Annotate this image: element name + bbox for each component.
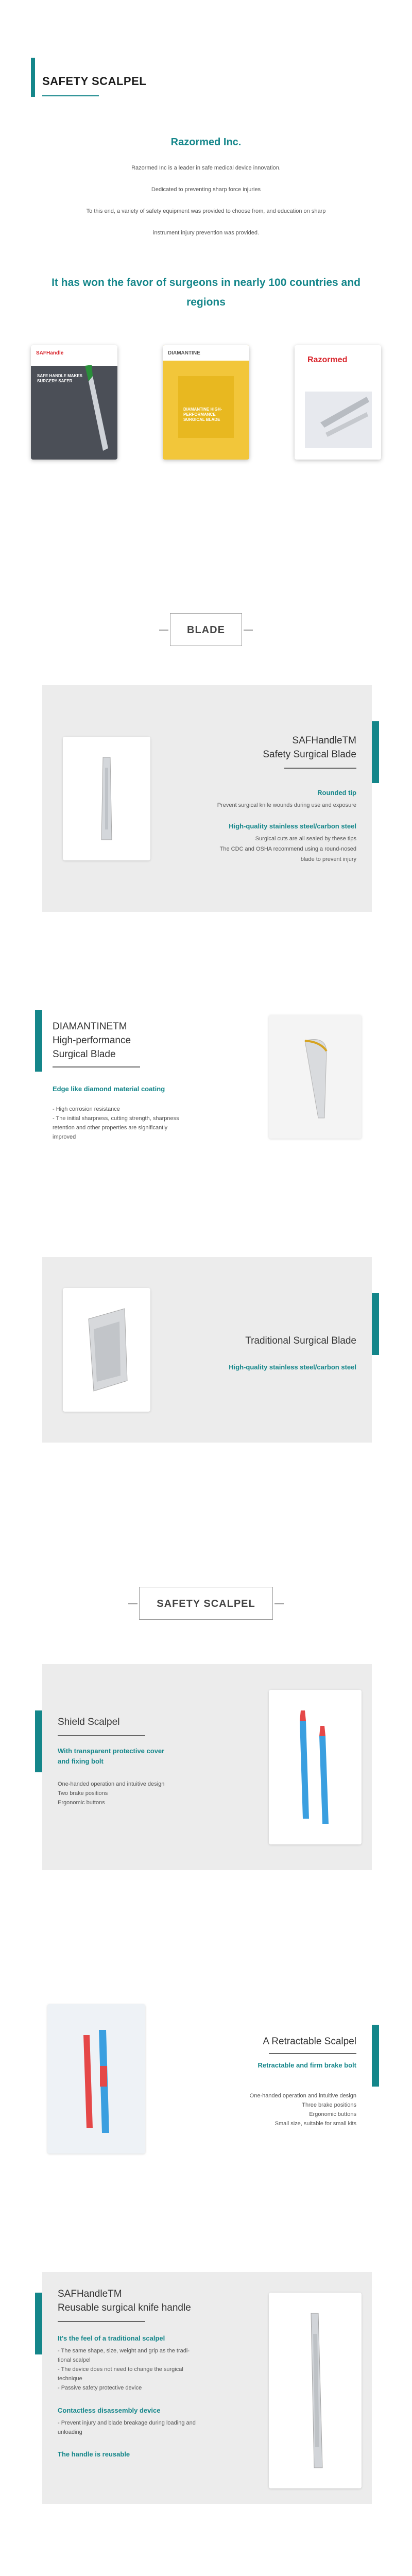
hero-underline (42, 95, 99, 96)
blade-image (63, 737, 150, 860)
product-image-card (63, 737, 150, 860)
feature-text: blade to prevent injury (300, 856, 356, 862)
company-headline: It has won the favor of surgeons in nearly 100 countries and regions (52, 277, 360, 308)
panel-accent-tab (35, 1010, 42, 1072)
feature-heading: Retractable and firm brake bolt (258, 2061, 356, 2069)
catalog-logo: Razormed (307, 355, 348, 364)
scalpel-image (269, 1690, 362, 1844)
feature-heading: Contactless disassembly device (58, 2406, 161, 2414)
panel-accent-tab (35, 2293, 42, 2354)
feature-heading: and fixing bolt (58, 1757, 104, 1765)
panel-retractable-scalpel (42, 1978, 372, 2184)
feature-text: - The initial sharpness, cutting strength, sharpness (53, 1115, 179, 1122)
feature-heading: Edge like diamond material coating (53, 1085, 165, 1093)
feature-heading: High-quality stainless steel/carbon steel (229, 1363, 356, 1371)
product-title: A Retractable Scalpel (263, 2036, 356, 2047)
company-paragraph: Razormed Inc is a leader in safe medical device innovation. (131, 165, 281, 171)
product-title: SAFHandleTM (58, 2289, 122, 2299)
section-heading-blade: BLADE (170, 613, 242, 646)
feature-text: The CDC and OSHA recommend using a round-nosed (219, 846, 356, 852)
blade-image (269, 1015, 362, 1139)
title-underline (58, 1735, 145, 1736)
product-title: Shield Scalpel (58, 1717, 120, 1727)
hero-accent-bar (31, 58, 35, 97)
company-paragraph: To this end, a variety of safety equipment was provided to choose from, and education on sharp (86, 208, 326, 214)
feature-heading: High-quality stainless steel/carbon steel (229, 822, 356, 830)
page-title: SAFETY SCALPEL (42, 75, 147, 88)
feature-text: Prevent surgical knife wounds during use and exposure (217, 802, 356, 808)
feature-text: - Prevent injury and blade breakage during loading and (58, 2420, 196, 2426)
feature-text: Two brake positions (58, 1790, 108, 1797)
product-title: Traditional Surgical Blade (245, 1335, 356, 1346)
title-underline (53, 1066, 140, 1067)
title-underline (269, 2053, 356, 2054)
section-heading-safety-scalpel: SAFETY SCALPEL (139, 1587, 273, 1620)
title-underline (58, 2321, 145, 2322)
panel-shield-scalpel (42, 1664, 372, 1870)
company-paragraph: instrument injury prevention was provided. (152, 230, 260, 236)
feature-heading: The handle is reusable (58, 2450, 130, 2458)
product-image-card (47, 2004, 145, 2154)
panel-accent-tab (372, 1293, 379, 1355)
blade-image (63, 1288, 150, 1412)
feature-text: - Passive safety protective device (58, 2385, 142, 2391)
catalog-logo: DIAMANTINE (168, 350, 200, 356)
panel-accent-tab (372, 2025, 379, 2087)
feature-text: One-handed operation and intuitive design (249, 2093, 356, 2099)
scalpel-image (47, 2004, 145, 2154)
catalog-text: SAFE HANDLE MAKES SURGERY SAFER (37, 374, 83, 383)
panel-accent-tab (372, 721, 379, 783)
feature-text: Surgical cuts are all sealed by these tips (255, 836, 356, 842)
product-title: Safety Surgical Blade (263, 749, 356, 760)
feature-text: - High corrosion resistance (53, 1106, 120, 1112)
product-image-card (269, 2293, 362, 2488)
feature-text: Ergonomic buttons (309, 2111, 356, 2117)
product-image-card (63, 1288, 150, 1412)
product-image-card (269, 1690, 362, 1844)
feature-text: unloading (58, 2429, 82, 2435)
panel-safhandle (42, 685, 372, 912)
feature-text: Three brake positions (302, 2102, 356, 2108)
catalog-text: DIAMANTINE HIGH-PERFORMANCE SURGICAL BLADE (183, 407, 222, 422)
feature-text: Small size, suitable for small kits (274, 2121, 356, 2127)
feature-text: - The same shape, size, weight and grip as the tradi- (58, 2348, 190, 2354)
feature-text: Ergonomic buttons (58, 1800, 105, 1806)
feature-heading: Rounded tip (317, 789, 356, 796)
feature-text: - The device does not need to change the surgical (58, 2366, 183, 2372)
panel-traditional (42, 1257, 372, 1443)
company-name: Razormed Inc. (170, 137, 242, 148)
feature-text: tional scalpel (58, 2357, 91, 2363)
panel-reusable-handle (42, 2272, 372, 2504)
product-title: High-performance (53, 1035, 131, 1046)
company-paragraph: Dedicated to preventing sharp force injuries (151, 187, 261, 193)
panel-diamantine (42, 974, 372, 1200)
product-image-card (269, 1015, 362, 1139)
catalog-safhandle[interactable] (31, 345, 117, 460)
feature-text: retention and other properties are significantly (53, 1125, 168, 1131)
scalpel-image (31, 345, 117, 460)
handle-image (269, 2293, 362, 2488)
feature-heading: It's the feel of a traditional scalpel (58, 2334, 165, 2342)
title-underline (284, 768, 356, 769)
product-title: DIAMANTINETM (53, 1021, 127, 1032)
product-title: Surgical Blade (53, 1049, 116, 1060)
feature-text: technique (58, 2376, 82, 2382)
feature-text: One-handed operation and intuitive design (58, 1781, 165, 1787)
catalog-logo: SAFHandle (36, 350, 64, 356)
scalpel-image (295, 345, 381, 460)
product-title: SAFHandleTM (292, 735, 356, 746)
feature-heading: With transparent protective cover (58, 1747, 165, 1755)
hero-header (0, 0, 412, 124)
panel-accent-tab (35, 1710, 42, 1772)
catalog-diamantine[interactable] (163, 345, 249, 460)
product-title: Reusable surgical knife handle (58, 2302, 191, 2313)
catalog-razormed[interactable] (295, 345, 381, 460)
feature-text: improved (53, 1134, 76, 1140)
